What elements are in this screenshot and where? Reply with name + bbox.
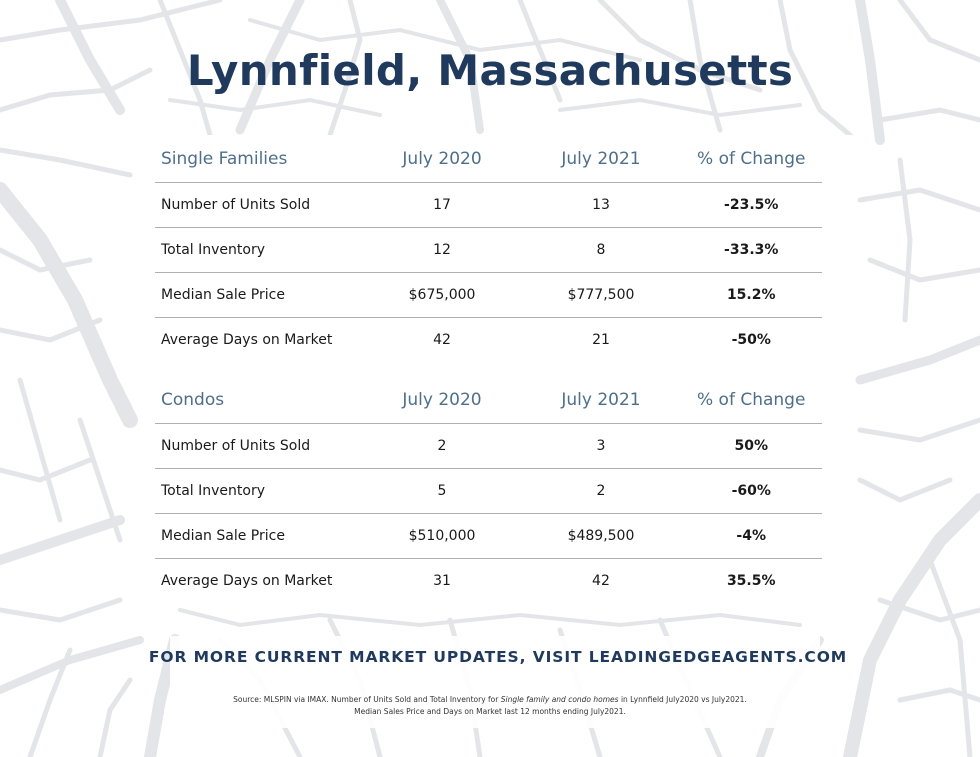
row-label: Total Inventory	[155, 228, 363, 273]
market-updates-link[interactable]: FOR MORE CURRENT MARKET UPDATES, VISIT LEADINGEDGEAGENTS.COM	[148, 648, 848, 666]
table-header-row	[155, 377, 822, 424]
source-line-1	[0, 694, 980, 706]
value-2020: $510,000	[363, 514, 522, 559]
value-2020: 17	[363, 183, 522, 228]
column-header-2021: July 2021	[522, 136, 681, 183]
value-2020: $675,000	[363, 273, 522, 318]
single-families-table	[155, 136, 822, 362]
column-header-change: % of Change	[680, 377, 822, 424]
value-2021: 13	[522, 183, 681, 228]
percent-change: -23.5%	[680, 183, 822, 228]
value-2021: $489,500	[521, 514, 680, 559]
table-row	[155, 273, 822, 318]
value-2021: 8	[522, 228, 681, 273]
row-label: Average Days on Market	[161, 332, 333, 348]
source-note	[0, 694, 980, 718]
value-2021: 3	[521, 424, 680, 469]
percent-change: 50%	[680, 424, 822, 469]
row-label: Average Days on Market	[161, 573, 333, 589]
percent-change: -33.3%	[680, 228, 822, 273]
percent-change: -60%	[680, 469, 822, 514]
table-row	[155, 318, 822, 363]
value-2021: 42	[592, 573, 610, 589]
value-2020: 2	[363, 424, 522, 469]
row-label: Median Sale Price	[155, 514, 363, 559]
percent-change: 35.5%	[726, 573, 776, 589]
row-label: Number of Units Sold	[155, 183, 363, 228]
value-2020: 5	[363, 469, 522, 514]
source-italic-text: Single family and condo homes	[500, 695, 619, 704]
value-2021: 21	[592, 332, 610, 348]
source-text: Source: MLSPIN via IMAX. Number of Units Sold and Total Inventory for	[233, 695, 501, 704]
table-row	[155, 559, 822, 604]
column-header-2020: July 2020	[363, 377, 522, 424]
row-label: Median Sale Price	[155, 273, 363, 318]
row-label: Number of Units Sold	[155, 424, 363, 469]
value-2020: 31	[433, 573, 451, 589]
table-header-row	[155, 136, 822, 183]
column-header-2020: July 2020	[363, 136, 522, 183]
source-line-2: Median Sales Price and Days on Market last 12 months ending July2021.	[354, 707, 626, 716]
row-label: Total Inventory	[155, 469, 363, 514]
percent-change: -4%	[680, 514, 822, 559]
percent-change: 15.2%	[680, 273, 822, 318]
table-row	[155, 424, 822, 469]
value-2020: 12	[363, 228, 522, 273]
section-heading: Single Families	[155, 136, 363, 183]
condos-table	[155, 377, 822, 603]
table-row	[155, 514, 822, 559]
percent-change: -50%	[731, 332, 771, 348]
column-header-change: % of Change	[680, 136, 822, 183]
source-text: in Lynnfield July2020 vs July2021.	[618, 695, 747, 704]
column-header-2021: July 2021	[521, 377, 680, 424]
table-row	[155, 469, 822, 514]
value-2021: 2	[521, 469, 680, 514]
page-title: Lynnfield, Massachusetts	[186, 46, 794, 95]
value-2021: $777,500	[522, 273, 681, 318]
table-row	[155, 183, 822, 228]
table-row	[155, 228, 822, 273]
section-heading: Condos	[155, 377, 363, 424]
value-2020: 42	[433, 332, 451, 348]
